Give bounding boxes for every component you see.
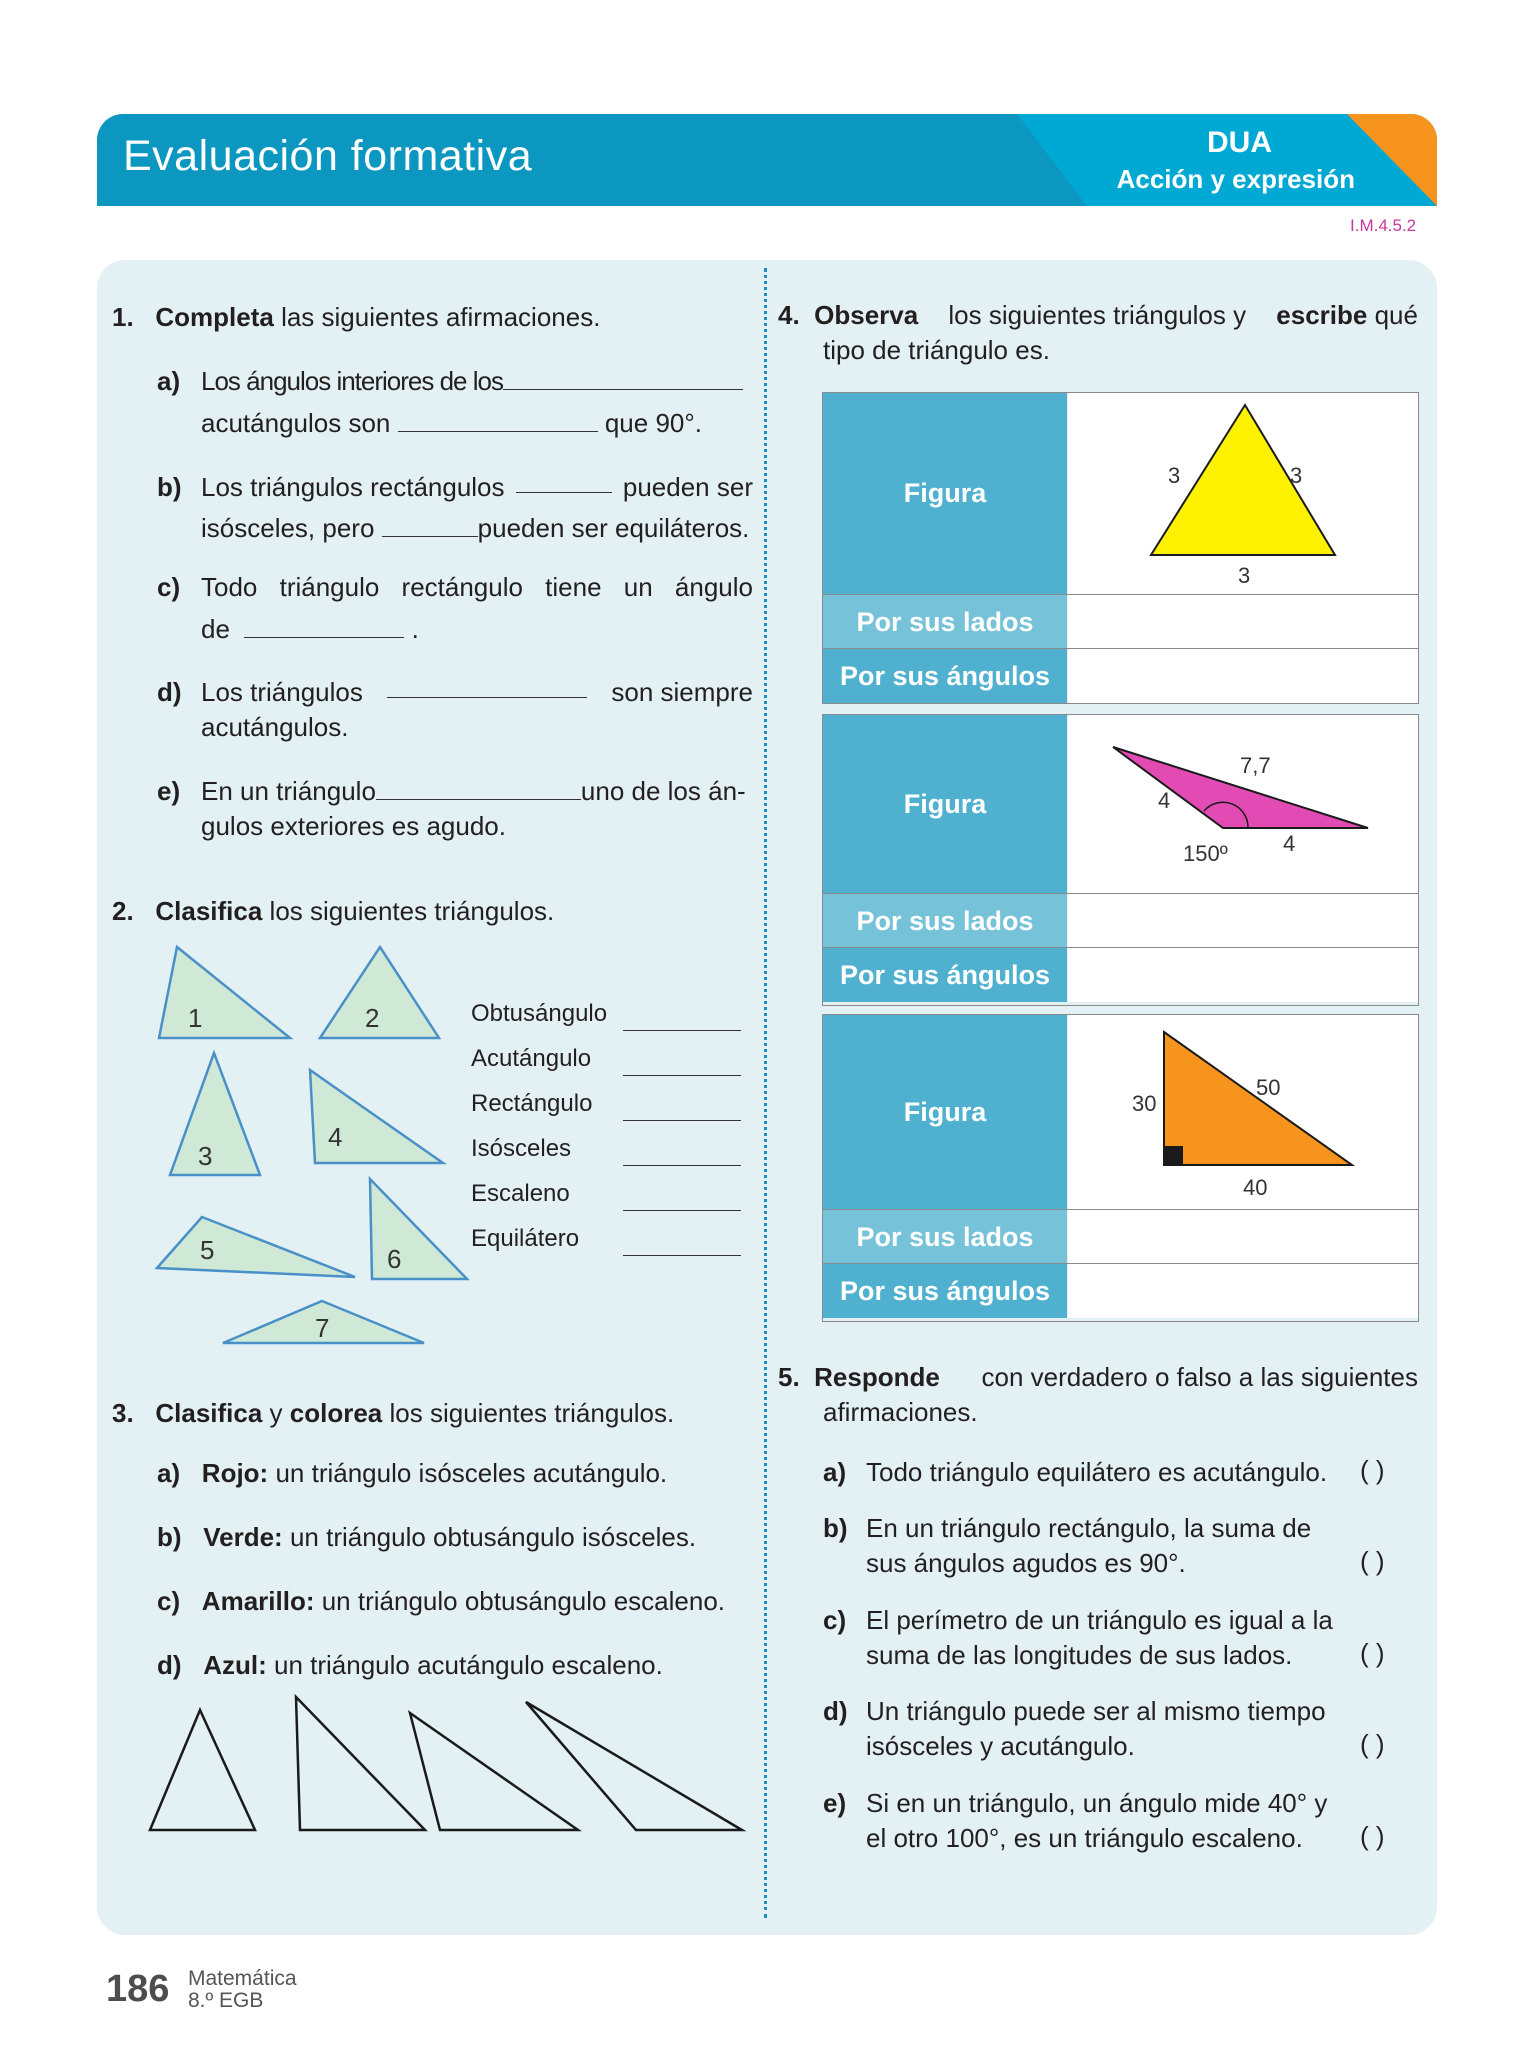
q3d-color: Azul: bbox=[203, 1650, 267, 1680]
q1c-line2 bbox=[201, 612, 753, 647]
q3c-item bbox=[157, 1584, 725, 1619]
q3a-color: Rojo: bbox=[201, 1458, 269, 1488]
q2-triangle-3[interactable] bbox=[170, 1053, 260, 1175]
q4-t3-side-hyp: 50 bbox=[1256, 1075, 1281, 1100]
q2-blank[interactable] bbox=[623, 1188, 741, 1211]
q5c-line1: El perímetro de un triángulo es igual a la bbox=[866, 1605, 1333, 1635]
q5-heading-line1 bbox=[778, 1360, 1418, 1395]
q5c-letter: c) bbox=[823, 1605, 847, 1635]
header-bar bbox=[97, 114, 1437, 206]
q5d-line1: Un triángulo puede ser al mismo tiempo bbox=[866, 1696, 1326, 1726]
page-title: Evaluación formativa bbox=[123, 132, 533, 180]
q1a-letter: a) bbox=[157, 366, 181, 396]
q4-verb: Observa bbox=[814, 300, 919, 330]
q1e-text2: uno de los án- bbox=[580, 776, 746, 806]
q5a-letter: a) bbox=[823, 1457, 847, 1487]
q1-heading bbox=[112, 300, 600, 335]
q4-t1-row-angulos bbox=[823, 648, 1418, 703]
q2-num-7: 7 bbox=[315, 1313, 330, 1343]
q4-t1-row-lados bbox=[823, 594, 1418, 649]
q3b-color: Verde: bbox=[203, 1522, 283, 1552]
q3c-letter: c) bbox=[157, 1586, 181, 1616]
q5b-letter: b) bbox=[823, 1513, 848, 1543]
grade-level: 8.º EGB bbox=[188, 1989, 264, 2012]
q4-t1-figura-label: Figura bbox=[823, 393, 1067, 594]
q5b-answer[interactable]: ( ) bbox=[1360, 1546, 1385, 1576]
q1a-text3: que 90°. bbox=[604, 408, 702, 438]
q1e-line2: gulos exteriores es agudo. bbox=[201, 811, 506, 841]
column-divider bbox=[764, 268, 767, 1918]
q1a-line1 bbox=[201, 364, 753, 399]
q1b-text1: Los triángulos rectángulos bbox=[201, 472, 505, 502]
q1a-line2 bbox=[201, 406, 753, 441]
q2-triangle-1[interactable] bbox=[159, 947, 290, 1038]
q1d-text1: Los triángulos bbox=[201, 677, 363, 707]
q4-heading bbox=[778, 298, 1418, 368]
q4-text1: los siguientes triángulos y bbox=[948, 300, 1247, 330]
q5b-line1: En un triángulo rectángulo, la suma de bbox=[866, 1513, 1312, 1543]
q5e-letter: e) bbox=[823, 1788, 847, 1818]
q5-text2: afirmaciones. bbox=[823, 1397, 978, 1427]
q2-triangle-6[interactable] bbox=[370, 1179, 467, 1279]
q4-t2-side-left: 4 bbox=[1158, 788, 1171, 813]
q1e-text1: En un triángulo bbox=[201, 776, 376, 806]
q1b-blank2[interactable] bbox=[382, 514, 478, 537]
subject-name: Matemática bbox=[188, 1967, 297, 1990]
q2-label: Rectángulo bbox=[471, 1090, 593, 1117]
q2-blank[interactable] bbox=[623, 1233, 741, 1256]
q3-triangles bbox=[140, 1690, 750, 1835]
q2-triangles bbox=[140, 935, 480, 1350]
q2-label: Acutángulo bbox=[471, 1045, 592, 1072]
q4-t2-row-angulos bbox=[823, 947, 1418, 1002]
q1c-blank[interactable] bbox=[244, 615, 404, 638]
q1-number: 1. bbox=[112, 302, 134, 332]
q3a-item bbox=[157, 1456, 667, 1491]
q4-t3-side-left: 30 bbox=[1132, 1091, 1157, 1116]
q4-t3-angulos-label: Por sus ángulos bbox=[823, 1264, 1067, 1318]
q1b-text2: pueden ser bbox=[622, 472, 753, 502]
q4-text3: tipo de triángulo es. bbox=[823, 335, 1050, 365]
q1d-line1 bbox=[201, 675, 753, 710]
q3b-letter: b) bbox=[157, 1522, 182, 1552]
q5e-line2: el otro 100°, es un triángulo escaleno. bbox=[866, 1823, 1303, 1853]
q5e-line1: Si en un triángulo, un ángulo mide 40° y bbox=[866, 1788, 1328, 1818]
q2-num-5: 5 bbox=[200, 1235, 215, 1265]
q1c-text2: de bbox=[201, 614, 230, 644]
q3-triangle-1[interactable] bbox=[150, 1710, 255, 1830]
q1-text: las siguientes afirmaciones. bbox=[281, 302, 601, 332]
q4-t1-angulos-label: Por sus ángulos bbox=[823, 649, 1067, 703]
q4-t1-figure bbox=[1068, 393, 1418, 594]
q2-label: Isósceles bbox=[471, 1135, 572, 1162]
q4-t2-lados-answer[interactable] bbox=[1068, 894, 1418, 948]
q4-t1-side-bottom: 3 bbox=[1238, 563, 1251, 588]
q5a-line1: Todo triángulo equilátero es acutángulo. bbox=[866, 1457, 1328, 1487]
q4-t1-angulos-answer[interactable] bbox=[1068, 649, 1418, 703]
q4-t3-lados-answer[interactable] bbox=[1068, 1210, 1418, 1264]
q4-t3-lados-label: Por sus lados bbox=[823, 1210, 1067, 1264]
q4-t3-row-angulos bbox=[823, 1263, 1418, 1318]
q4-t1-lados-label: Por sus lados bbox=[823, 595, 1067, 649]
q4-t2-angulos-label: Por sus ángulos bbox=[823, 948, 1067, 1002]
q2-row-rectangulo bbox=[471, 1090, 741, 1120]
q5d-line2: isósceles y acutángulo. bbox=[866, 1731, 1135, 1761]
q4-verb2: escribe bbox=[1276, 300, 1368, 330]
q4-number: 4. bbox=[778, 300, 800, 330]
q2-verb: Clasifica bbox=[155, 896, 263, 926]
q1e-letter: e) bbox=[157, 776, 181, 806]
q3-and: y bbox=[269, 1398, 283, 1428]
q3-text: los siguientes triángulos. bbox=[389, 1398, 675, 1428]
q2-label: Obtusángulo bbox=[471, 1000, 608, 1027]
q4-t3-figura-label: Figura bbox=[823, 1015, 1067, 1209]
q4-t1-side-left: 3 bbox=[1168, 463, 1181, 488]
q1c-text3: . bbox=[411, 614, 419, 644]
q1a-blank2[interactable] bbox=[398, 409, 598, 432]
q4-t2-figure-cell bbox=[1068, 715, 1418, 893]
q2-row-equilatero bbox=[471, 1225, 741, 1255]
q1e-line1 bbox=[201, 774, 753, 809]
q3-verb: Clasifica bbox=[155, 1398, 263, 1428]
q3b-text: un triángulo obtusángulo isósceles. bbox=[289, 1522, 697, 1552]
q1d-text2: son siempre bbox=[611, 677, 753, 707]
q1b-letter: b) bbox=[157, 472, 182, 502]
q2-row-escaleno bbox=[471, 1180, 741, 1210]
q4-t1-side-right: 3 bbox=[1290, 463, 1303, 488]
q3c-text: un triángulo obtusángulo escaleno. bbox=[321, 1586, 726, 1616]
footer-subject bbox=[188, 1968, 297, 2012]
q5c-line2: suma de las longitudes de sus lados. bbox=[866, 1640, 1293, 1670]
q3c-color: Amarillo: bbox=[201, 1586, 315, 1616]
q5-text1: con verdadero o falso a las siguientes bbox=[981, 1362, 1418, 1392]
q2-blank[interactable] bbox=[623, 1098, 741, 1121]
q2-num-3: 3 bbox=[198, 1141, 213, 1171]
q2-triangle-2[interactable] bbox=[320, 947, 439, 1038]
q3b-item bbox=[157, 1520, 696, 1555]
q4-text2: qué bbox=[1374, 300, 1418, 330]
q4-t1-figure-cell bbox=[1068, 393, 1418, 594]
q4-t3-figure-cell bbox=[1068, 1015, 1418, 1209]
indicator-code: I.M.4.5.2 bbox=[1350, 216, 1417, 235]
q5d-answer[interactable]: ( ) bbox=[1360, 1729, 1385, 1759]
q3-triangle-4[interactable] bbox=[526, 1702, 742, 1830]
q2-blank[interactable] bbox=[623, 1143, 741, 1166]
q4-t2-angle: 150º bbox=[1183, 841, 1228, 866]
q3-verb2: colorea bbox=[289, 1398, 383, 1428]
q5-verb: Responde bbox=[814, 1362, 940, 1392]
q5c-answer[interactable]: ( ) bbox=[1360, 1638, 1385, 1668]
q4-t3-row-lados bbox=[823, 1209, 1418, 1264]
q2-heading bbox=[112, 894, 554, 929]
q2-row-acutangulo bbox=[471, 1045, 741, 1075]
q1c-letter: c) bbox=[157, 572, 181, 602]
q1b-line1 bbox=[201, 470, 753, 505]
q1a-text1: Los ángulos interiores de los bbox=[201, 366, 503, 396]
q3d-letter: d) bbox=[157, 1650, 182, 1680]
q1e-blank[interactable] bbox=[376, 777, 581, 800]
q3a-letter: a) bbox=[157, 1458, 181, 1488]
q4-table-2 bbox=[822, 714, 1419, 1006]
q4-t3-angulos-answer[interactable] bbox=[1068, 1264, 1418, 1318]
q2-num-1: 1 bbox=[188, 1003, 203, 1033]
q1d-blank[interactable] bbox=[387, 675, 587, 698]
q2-triangle-5[interactable] bbox=[157, 1217, 355, 1277]
q3-heading bbox=[112, 1396, 674, 1431]
page-number: 186 bbox=[106, 1968, 170, 2010]
q5-heading bbox=[778, 1360, 1418, 1430]
q1c-line1: Todo triángulo rectángulo tiene un ángulo bbox=[201, 572, 753, 602]
q2-row-obtusangulo bbox=[471, 1000, 741, 1030]
q1b-line2 bbox=[201, 511, 753, 546]
q4-table-3 bbox=[822, 1014, 1419, 1322]
q2-text: los siguientes triángulos. bbox=[269, 896, 555, 926]
q2-label: Equilátero bbox=[471, 1225, 580, 1252]
q4-t2-row-lados bbox=[823, 893, 1418, 948]
q1-verb: Completa bbox=[155, 302, 274, 332]
q5-number: 5. bbox=[778, 1362, 800, 1392]
q1b-blank1[interactable] bbox=[516, 470, 612, 493]
q2-blank[interactable] bbox=[623, 1053, 741, 1076]
q3d-item bbox=[157, 1648, 663, 1683]
q1b-text3: isósceles, pero bbox=[201, 513, 375, 543]
q1a-text2: acutángulos son bbox=[201, 408, 391, 438]
q4-t3-side-bottom: 40 bbox=[1243, 1175, 1268, 1200]
q1d-line2: acutángulos. bbox=[201, 712, 349, 742]
q2-label: Escaleno bbox=[471, 1180, 570, 1207]
q4-t2-figure bbox=[1068, 715, 1418, 893]
q5b-line2: sus ángulos agudos es 90°. bbox=[866, 1548, 1186, 1578]
q1b-text4: pueden ser equiláteros. bbox=[477, 513, 750, 543]
q2-row-isosceles bbox=[471, 1135, 741, 1165]
q5e-answer[interactable]: ( ) bbox=[1360, 1821, 1385, 1851]
q3-triangle-3[interactable] bbox=[410, 1713, 578, 1830]
right-angle-mark bbox=[1164, 1146, 1183, 1165]
q1a-blank1[interactable] bbox=[503, 367, 743, 390]
q3d-text: un triángulo acutángulo escaleno. bbox=[274, 1650, 663, 1680]
q3a-text: un triángulo isósceles acutángulo. bbox=[275, 1458, 668, 1488]
q3-triangle-2[interactable] bbox=[296, 1697, 425, 1830]
q2-number: 2. bbox=[112, 896, 134, 926]
q2-num-4: 4 bbox=[328, 1122, 343, 1152]
dua-subtitle: Acción y expresión bbox=[1116, 164, 1355, 194]
q4-t1-lados-answer[interactable] bbox=[1068, 595, 1418, 649]
q4-t2-side-top: 7,7 bbox=[1240, 753, 1271, 778]
q2-num-2: 2 bbox=[365, 1003, 380, 1033]
q4-table-1 bbox=[822, 392, 1419, 704]
q4-t2-lados-label: Por sus lados bbox=[823, 894, 1067, 948]
q5d-letter: d) bbox=[823, 1696, 848, 1726]
q2-num-6: 6 bbox=[387, 1244, 402, 1274]
q2-blank[interactable] bbox=[623, 1008, 741, 1031]
q4-t3-figure bbox=[1068, 1015, 1418, 1209]
q1d-letter: d) bbox=[157, 677, 182, 707]
dua-label: DUA bbox=[1207, 126, 1272, 159]
q4-heading-line1 bbox=[778, 298, 1418, 333]
q5a-answer[interactable]: ( ) bbox=[1360, 1455, 1385, 1485]
q4-t2-angulos-answer[interactable] bbox=[1068, 948, 1418, 1002]
q3-number: 3. bbox=[112, 1398, 134, 1428]
q4-t2-side-right: 4 bbox=[1283, 831, 1296, 856]
q4-t2-figura-label: Figura bbox=[823, 715, 1067, 893]
